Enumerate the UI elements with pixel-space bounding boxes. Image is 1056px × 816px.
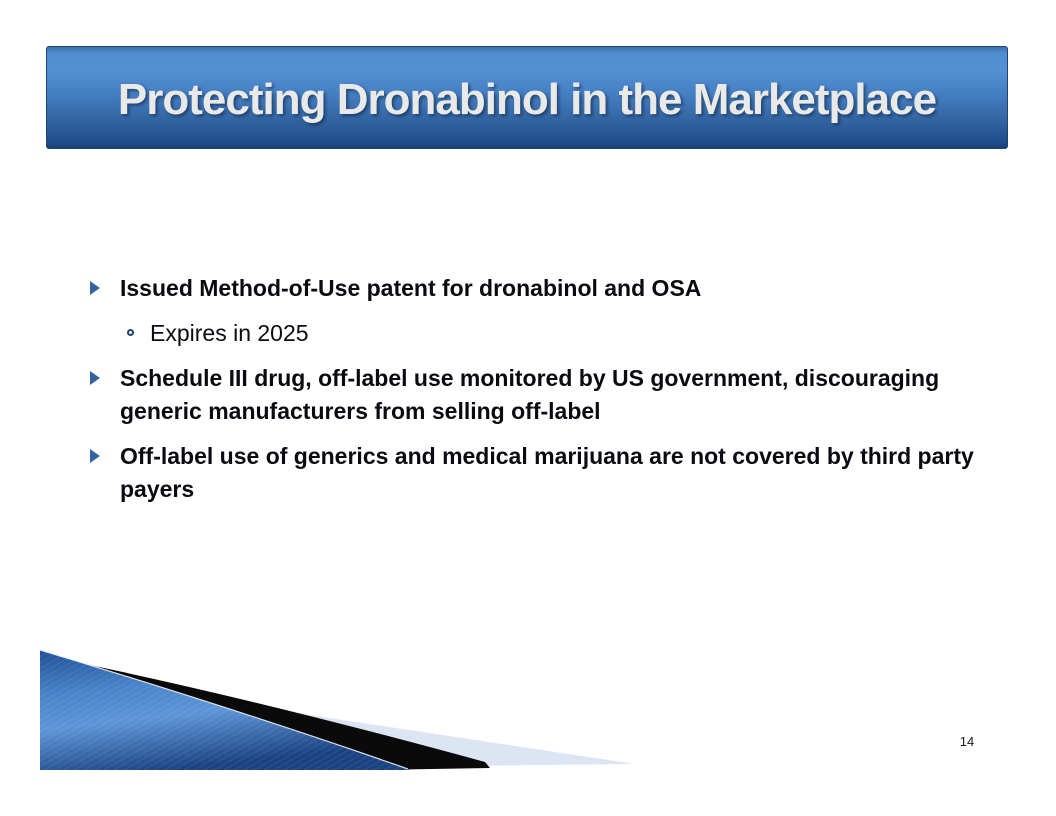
open-circle-icon xyxy=(127,317,150,350)
list-item xyxy=(90,362,995,428)
bullet-text: Issued Method-of-Use patent for dronabinol and OSA xyxy=(120,275,702,301)
page-title: Protecting Dronabinol in the Marketplace xyxy=(117,75,937,124)
swoosh-stripe-texture xyxy=(40,650,409,770)
right-triangle-icon xyxy=(90,272,120,305)
list-item xyxy=(90,440,995,506)
list-item xyxy=(127,317,995,350)
title-banner xyxy=(46,46,1008,149)
corner-swoosh-decoration xyxy=(40,645,640,772)
bullet-list xyxy=(90,272,995,518)
right-triangle-icon xyxy=(90,362,120,428)
sub-bullet-text: Expires in 2025 xyxy=(150,320,309,346)
bullet-text: Off-label use of generics and medical marijuana are not covered by third party payers xyxy=(120,443,974,502)
list-item xyxy=(90,272,995,305)
right-triangle-icon xyxy=(90,440,120,506)
page-number: 14 xyxy=(959,734,975,749)
bullet-text: Schedule III drug, off-label use monitored by US government, discouraging generic manufacturers from selling off-label xyxy=(120,365,940,424)
